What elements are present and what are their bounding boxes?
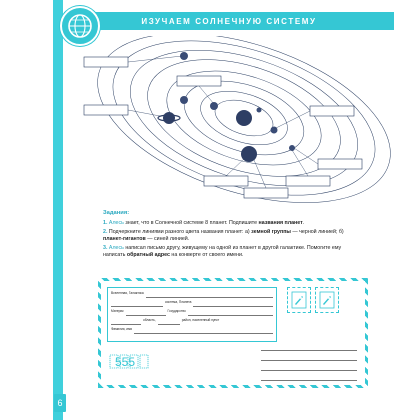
address-label-country: Государство [167, 309, 186, 313]
envelope [98, 278, 368, 388]
task-2-text: Подчеркните линиями разного цвета названия планет: а) [107, 229, 252, 236]
address-label-district: район, населенный пункт [181, 318, 220, 322]
task-2-end: — синей линией. [145, 236, 190, 243]
address-row-5 [111, 325, 273, 334]
task-3 [103, 245, 365, 260]
label-box [244, 188, 288, 198]
sun [236, 110, 252, 126]
postal-code-text: 555 [115, 355, 136, 369]
page-number: 6 [54, 394, 66, 412]
address-label-system-planet: система, Планета [165, 300, 192, 304]
planet-venus [271, 127, 278, 134]
address-blank[interactable] [134, 328, 273, 334]
task-2 [103, 229, 365, 244]
label-box [84, 57, 128, 67]
task-1-text: знает, что в Солнечной системе 8 планет. Подпишите [123, 220, 259, 227]
recipient-line[interactable] [261, 371, 357, 381]
task-1 [103, 220, 365, 227]
rocket-stamp-icon [291, 291, 307, 309]
task-3-end: на конверте от своего имени. [169, 252, 244, 259]
recipient-line[interactable] [261, 351, 357, 361]
recipient-line[interactable] [261, 361, 357, 371]
label-box [204, 176, 248, 186]
task-3-name: Алесь [108, 245, 124, 252]
address-label-continent: Материк [111, 309, 124, 313]
address-row-2 [111, 298, 273, 307]
label-box [286, 176, 330, 186]
address-blank[interactable] [158, 319, 180, 325]
address-label-name: Фамилия, имя [111, 327, 133, 331]
task-1-number: 1. [103, 220, 108, 227]
recipient-line[interactable] [261, 341, 357, 351]
task-3-bold: обратный адрес [126, 252, 170, 259]
label-box [318, 159, 362, 169]
postal-code [109, 354, 155, 375]
task-3-text: написал письмо другу, живущему на одной из планет в другой галактике. Помогите ему написать [103, 245, 342, 259]
postal-code-digits [109, 354, 155, 370]
task-2-bold-2: планет-гигантов [103, 236, 146, 243]
label-box [177, 76, 221, 86]
task-1-bold: названия планет [258, 220, 303, 227]
planet-uranus [180, 96, 188, 104]
address-row-1 [111, 289, 273, 298]
planet-mercury [257, 108, 262, 113]
rocket-stamp-icon [319, 291, 335, 309]
planet-earth [210, 102, 218, 110]
stamp-2 [315, 287, 339, 313]
task-2-number: 2. [103, 229, 108, 236]
address-blank[interactable] [193, 301, 273, 307]
address-label-universe: Вселенная, Галактика [111, 291, 144, 295]
return-address-block [107, 287, 277, 342]
task-2-text-2: — черной линией; б) [290, 229, 344, 236]
label-box [310, 106, 354, 116]
address-row-3 [111, 307, 273, 316]
left-stripe [53, 0, 63, 420]
page-title: ИЗУЧАЕМ СОЛНЕЧНУЮ СИСТЕМУ [64, 12, 394, 30]
tasks-block [103, 210, 365, 261]
solar-system-diagram [64, 36, 394, 208]
task-3-number: 3. [103, 245, 108, 252]
task-1-name: Алесь [108, 220, 124, 227]
task-1-end: . [302, 220, 305, 227]
address-row-4 [111, 316, 273, 325]
address-label-region: область, [143, 318, 156, 322]
task-2-bold-1: земной группы [251, 229, 291, 236]
recipient-address-lines [261, 341, 357, 381]
planet-saturn [158, 112, 180, 124]
stamp-1 [287, 287, 311, 313]
tasks-heading: Задания: [103, 210, 130, 216]
label-box [84, 105, 128, 115]
leader-lines [128, 56, 318, 188]
